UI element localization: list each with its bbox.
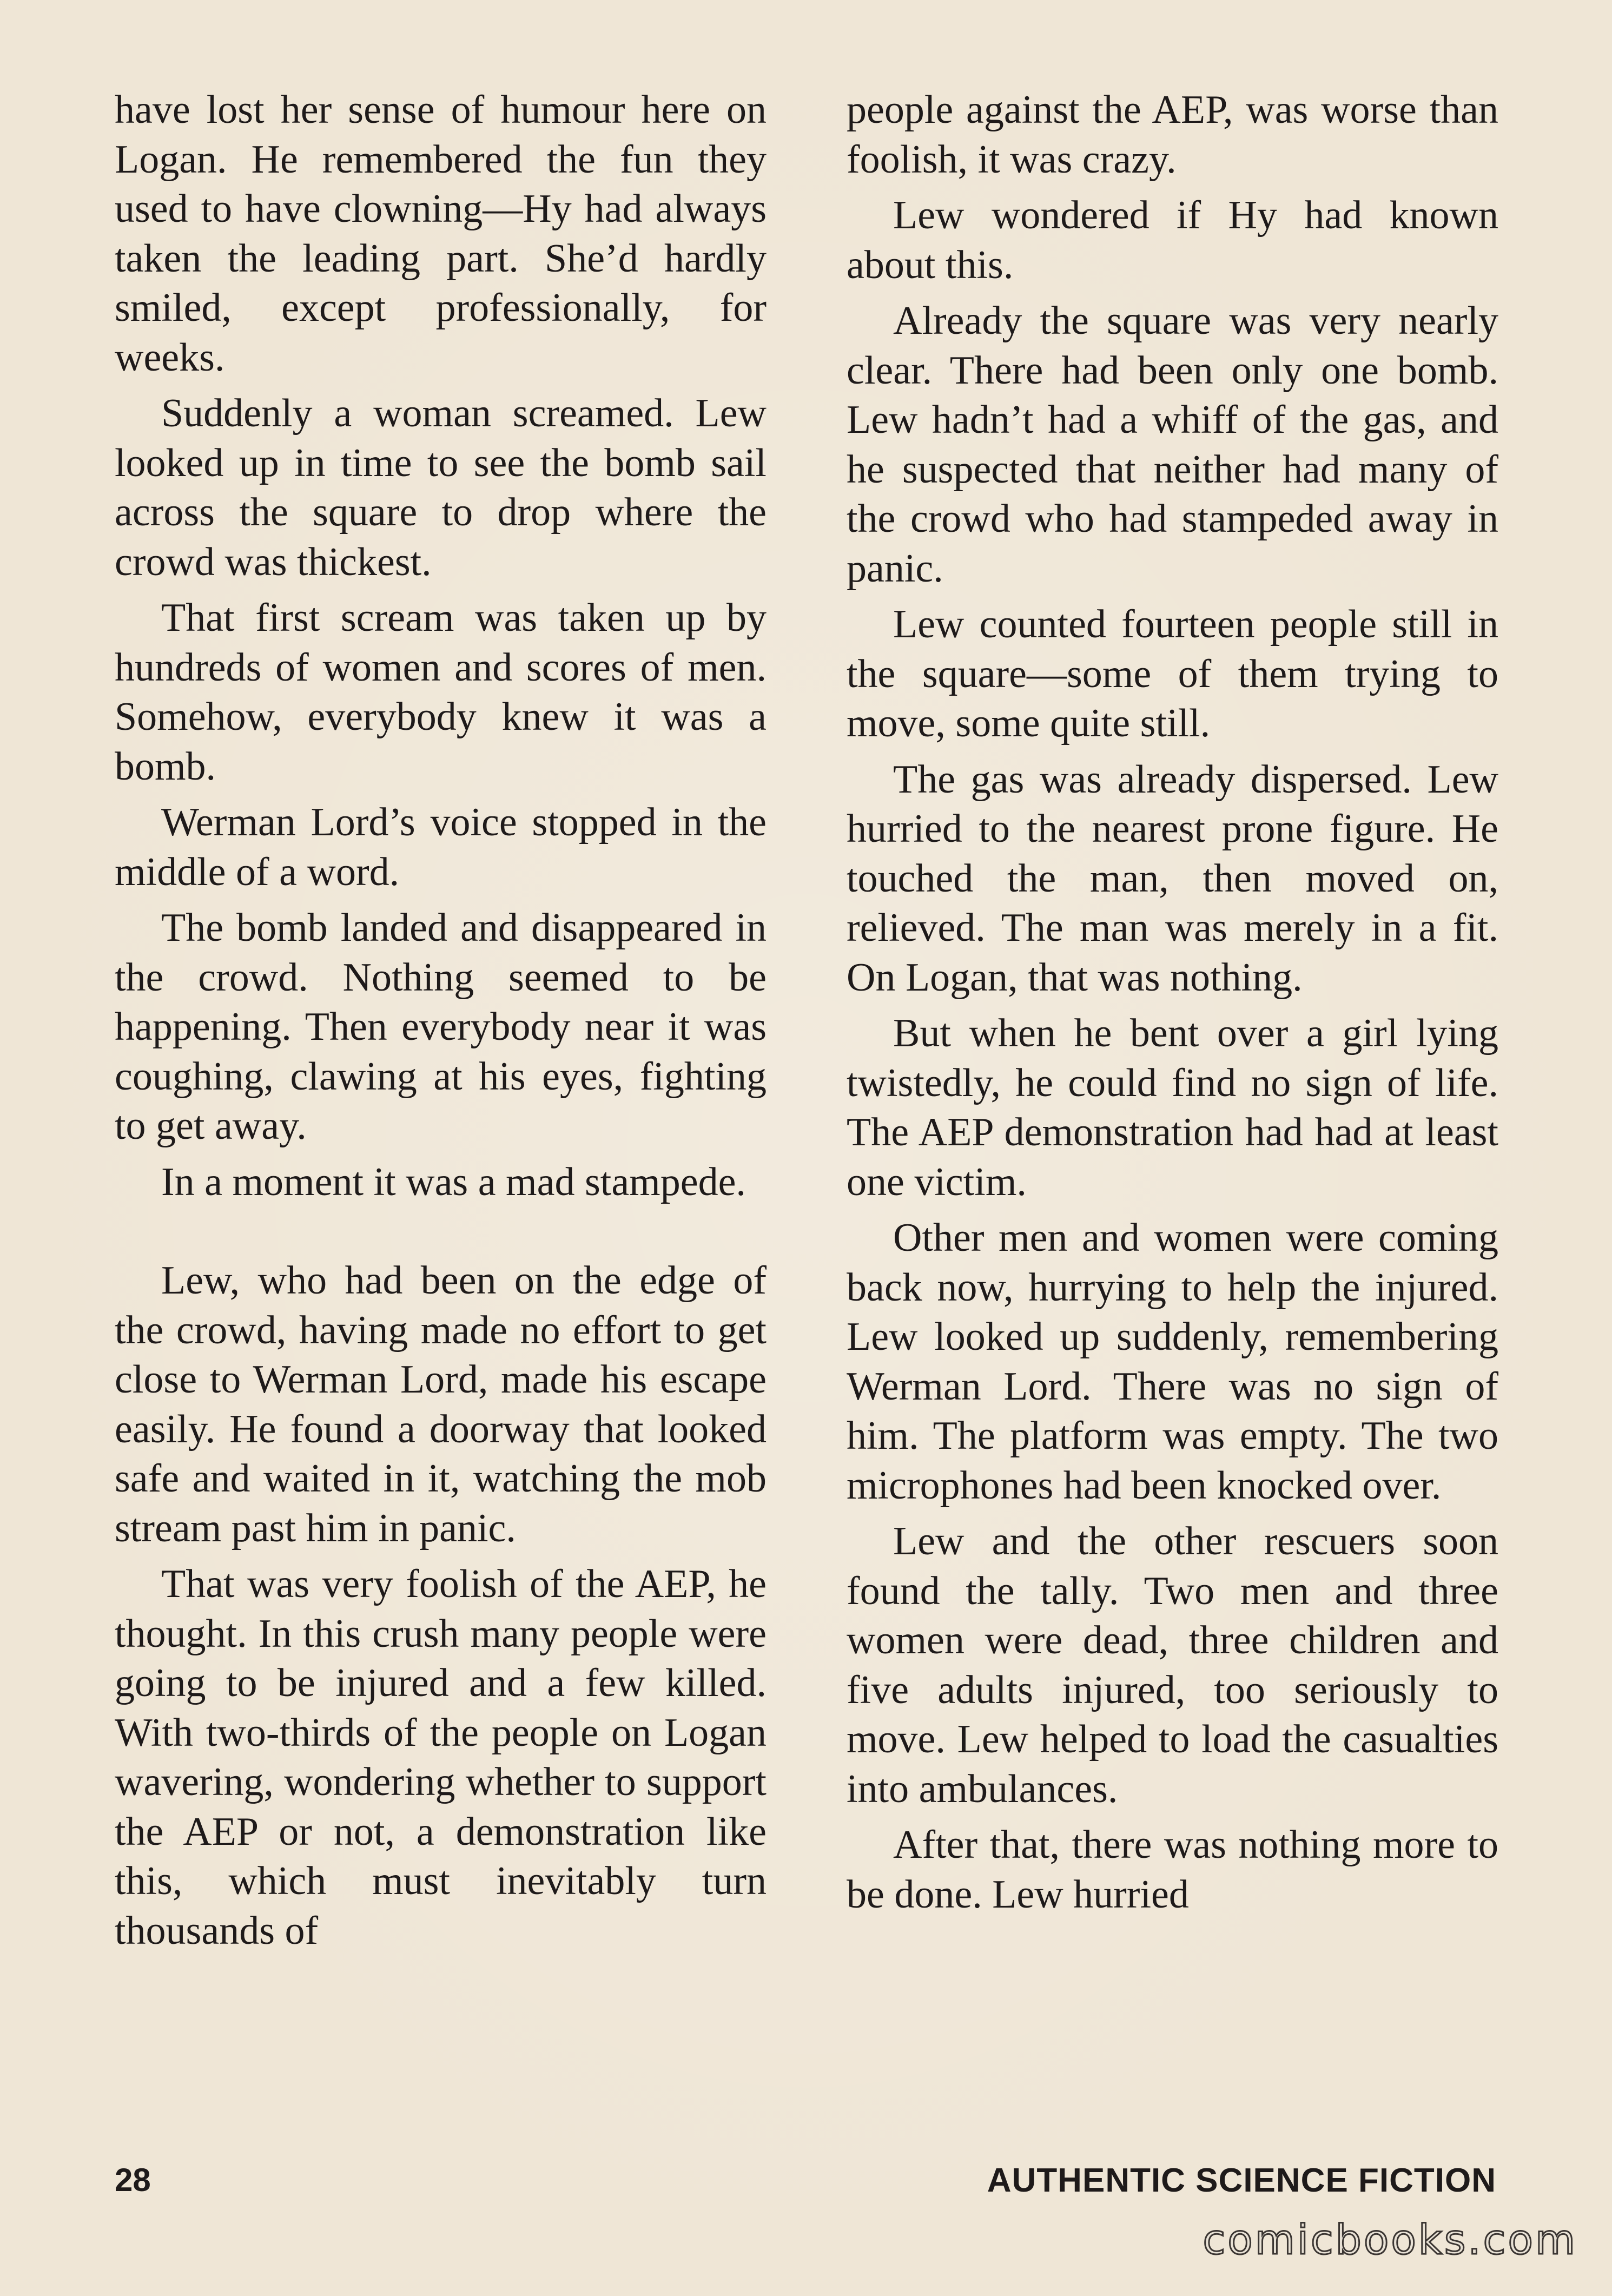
watermark: comicbooks.com [1203, 2215, 1577, 2264]
left-text-column [115, 85, 767, 1962]
paragraph: That first scream was taken up by hundreds of women and scores of men. Somehow, everybody knew it was a bomb. [115, 596, 767, 789]
paragraph: Already the square was very nearly clear. There had been only one bomb. Lew hadn’t had a whiff of the gas, and he suspected that neither had many of the crowd who had stampeded away in panic. [847, 299, 1498, 591]
paragraph: Other men and women were coming back now, hurrying to help the injured. Lew looked up suddenly, remembering Werman Lord. There was no sign of him. The platform was empty. The two microphones had been knocked over. [847, 1216, 1498, 1508]
page-number: 28 [115, 2162, 151, 2198]
paragraph: Lew counted fourteen people still in the square—some of them trying to move, some quite still. [847, 602, 1498, 745]
paragraph: Lew, who had been on the edge of the crowd, having made no effort to get close to Werman Lord, made his escape easily. He found a doorway that looked safe and waited in it, watching the mob stream past him in panic. [115, 1258, 767, 1551]
paragraph: Suddenly a woman screamed. Lew looked up in time to see the bomb sail across the square to drop where the crowd was thickest. [115, 391, 767, 584]
running-footer-title: AUTHENTIC SCIENCE FICTION [987, 2162, 1496, 2199]
right-text-column [847, 85, 1498, 1926]
paragraph: After that, there was nothing more to be done. Lew hurried [847, 1823, 1498, 1917]
paragraph: But when he bent over a girl lying twistedly, he could find no sign of life. The AEP demonstration had had at least one victim. [847, 1011, 1498, 1204]
paragraph: Lew and the other rescuers soon found the tally. Two men and three women were dead, three children and five adults injured, too seriously to move. Lew helped to load the casualties into ambulances. [847, 1519, 1498, 1811]
paragraph: In a moment it was a mad stampede. [161, 1159, 746, 1204]
paragraph: Lew wondered if Hy had known about this. [847, 193, 1498, 287]
paragraph: That was very foolish of the AEP, he thought. In this crush many people were going to be injured and a few killed. With two-thirds of the people on Logan wavering, wondering whether to support the AEP or not, a demonstration like this, which must inevitably turn thousands of [115, 1562, 767, 1953]
paragraph: people against the AEP, was worse than foolish, it was crazy. [847, 88, 1498, 182]
paragraph: have lost her sense of humour here on Logan. He remembered the fun they used to have clowning—Hy had always taken the leading part. She’d hardly smiled, except professionally, for weeks. [115, 88, 767, 380]
paragraph: The gas was already dispersed. Lew hurried to the nearest prone figure. He touched the man, then moved on, relieved. The man was merely in a fit. On Logan, that was nothing. [847, 757, 1498, 1000]
paragraph: Werman Lord’s voice stopped in the middle of a word. [115, 800, 767, 894]
paragraph: The bomb landed and disappeared in the crowd. Nothing seemed to be happening. Then everybody near it was coughing, clawing at his eyes, fighting to get away. [115, 906, 767, 1148]
